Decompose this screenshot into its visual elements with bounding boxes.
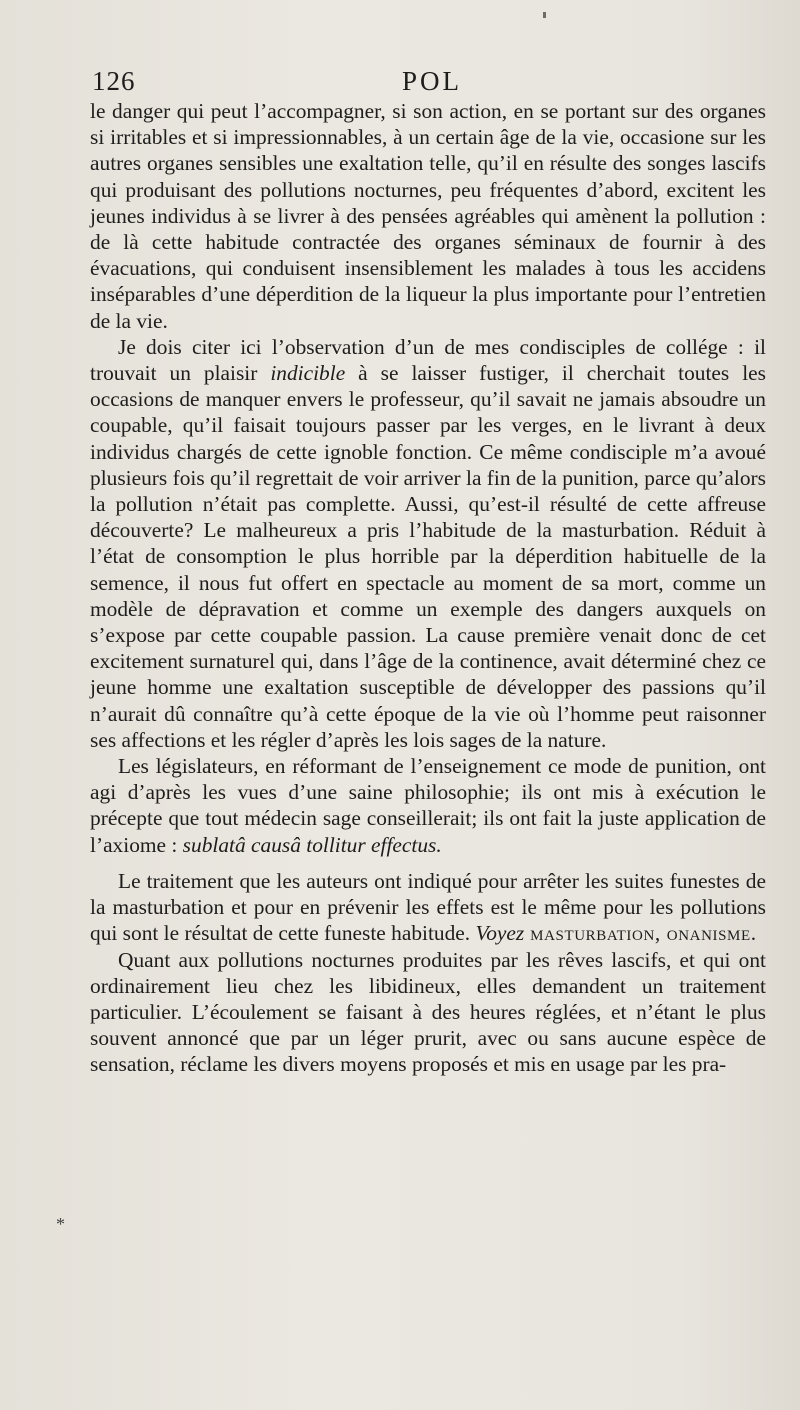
paragraph-4-cross-reference: masturbation, onanisme. — [524, 921, 757, 946]
paragraph-4-part-a: Le traitement que les auteurs ont indiqué pour arrêter les suites funestes de la masturbation et pour en prévenir les effets est le même pour les pollutions qui sont le résultat de cette funeste habitude. — [90, 868, 766, 946]
paragraph-2-part-a: Je dois citer ici l’observation d’un de mes condisciples de collége : il trouvait un plaisir — [90, 334, 766, 386]
paragraph-3-part-a: Les législateurs, en réformant de l’enseignement ce mode de punition, ont agi d’après les vues d’une saine philosophie; ils ont mis à exécution le précepte que tout médecin sage conseillerait; ils ont fait la juste application de l’axiome : — [90, 754, 766, 857]
page-number: 126 — [92, 66, 136, 96]
margin-asterisk: * — [56, 1214, 65, 1234]
paragraph-3-axiom: sublatâ causâ tollitur effectus. — [182, 832, 442, 857]
paragraph-4-voyez: Voyez — [475, 921, 525, 946]
paragraph-2 — [90, 334, 766, 753]
ink-speck — [543, 12, 546, 18]
paragraph-4 — [90, 868, 766, 947]
paragraph-5: Quant aux pollutions nocturnes produites par les rêves lascifs, et qui ont ordinairement lieu chez les libidineux, elles demandent un traitement particulier. L’écoulement se faisant à des heures réglées, et n’étant le plus souvent annoncé que par un léger prurit, avec ou sans aucune espèce de sensation, réclame les divers moyens proposés et mis en usage par les pra- — [90, 947, 766, 1077]
paragraph-3 — [90, 753, 766, 858]
paragraph-2-emphasis: indicible — [270, 361, 346, 386]
running-head-title: POL — [402, 66, 463, 96]
paragraph-1: le danger qui peut l’accompagner, si son action, en se portant sur des organes si irritables et si impressionnables, à un certain âge de la vie, occasione sur les autres organes sensibles une exaltation telle, qu’il en résulte des songes lascifs qui produisant des pollutions nocturnes, peu fréquentes d’abord, excitent les jeunes individus à se livrer à des pensées agréables qui amènent la pollution : de là cette habitude contractée des organes séminaux de fournir à des évacuations, qui conduisent insensiblement les malades à tous les accidens inséparables d’une déperdition de la liqueur la plus importante pour l’entretien de la vie. — [90, 99, 766, 333]
paragraph-2-part-b: à se laisser fustiger, il cherchait toutes les occasions de manquer envers le professeur, qu’il savait ne jamais absoudre un coupable, qu’il faisait toujours passer par les verges, en le livrant à deux individus chargés de cette ignoble fonction. Ce même condisciple m’a avoué plusieurs fois qu’il regrettait de voir arriver la fin de la punition, parce qu’alors la pollution n’était pas complette. Aussi, qu’est-il résulté de cette affreuse découverte? Le malheureux a pris l’habitude de la masturbation. Réduit à l’état de consomption le plus horrible par la déperdition habituelle de la semence, il nous fut offert en spectacle au moment de sa mort, comme un modèle de dépravation et comme un exemple des dangers auxquels on s’expose par cette coupable passion. La cause première venait donc de cet excitement surnaturel qui, dans l’âge de la continence, avait déterminé chez ce jeune homme une exaltation susceptible de développer des passions qu’il n’aurait dû connaître qu’à cette époque de la vie où l’homme peut raisonner ses affections et les régler d’après les lois sages de la nature. — [90, 361, 766, 752]
page-body — [90, 98, 766, 1078]
